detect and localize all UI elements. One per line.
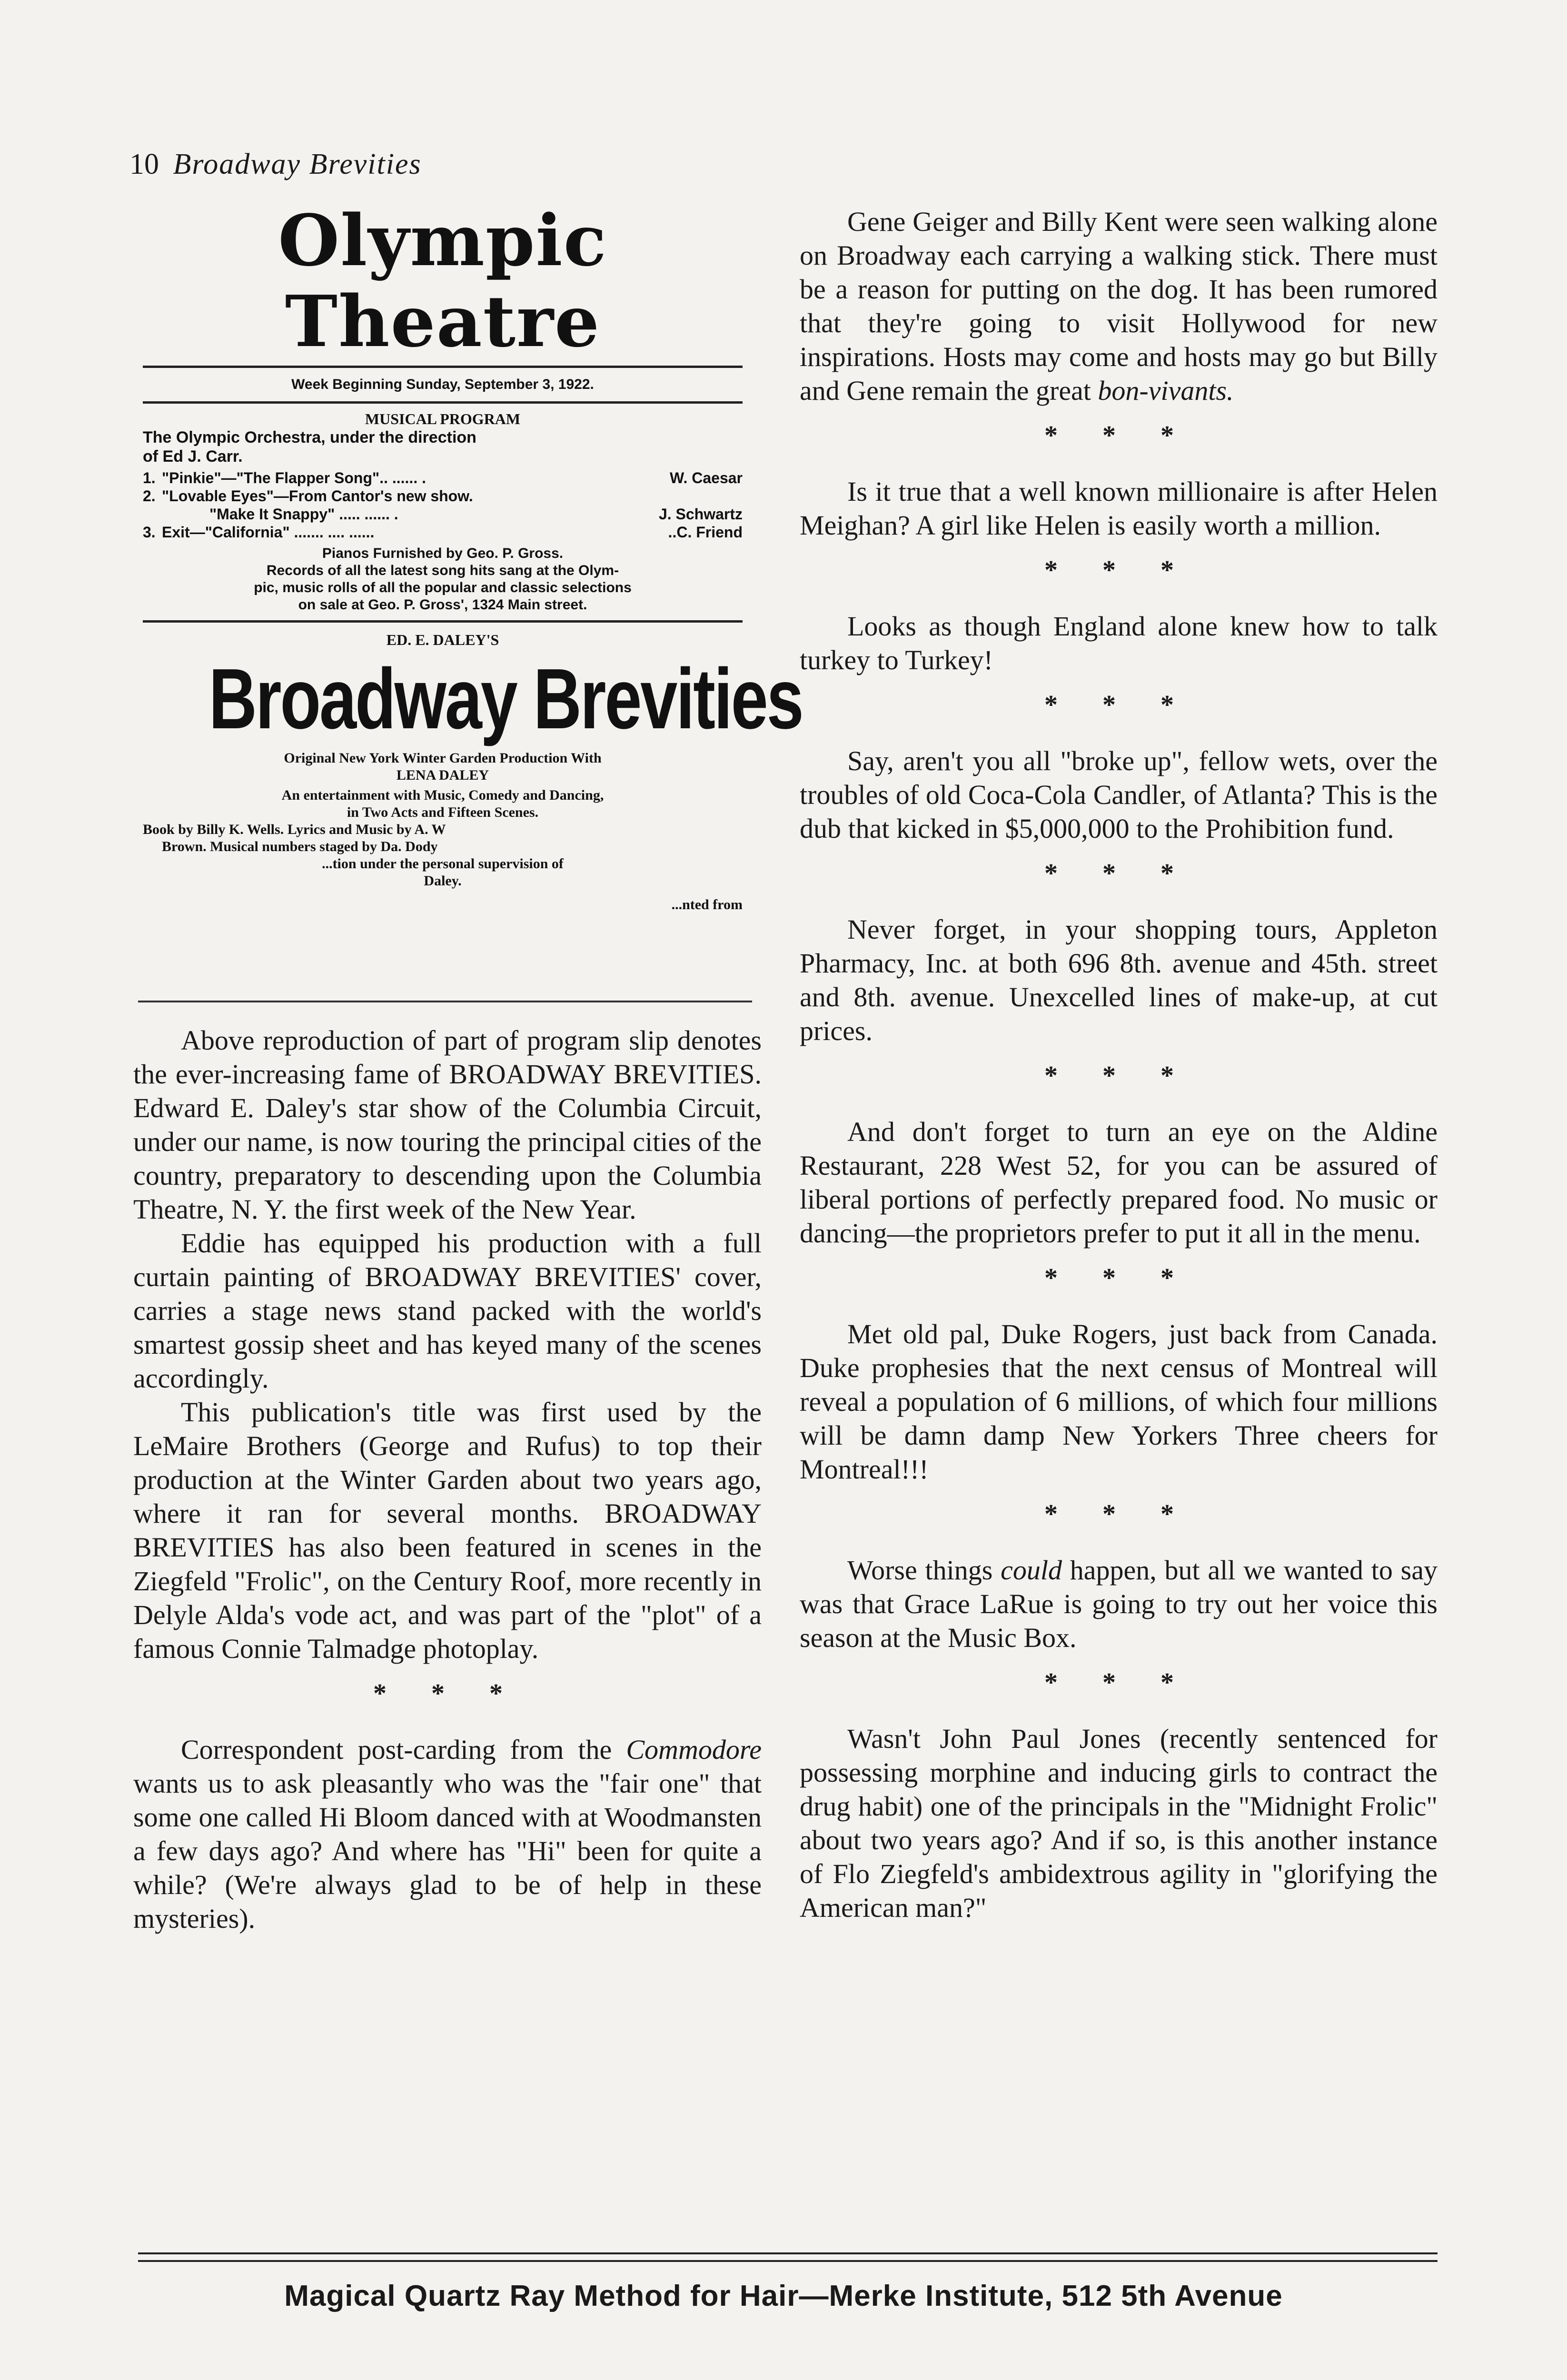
- rule: [143, 401, 743, 404]
- item-composer: W. Caesar: [670, 469, 743, 486]
- paragraph: [133, 1733, 762, 1935]
- paragraph: [800, 1553, 1438, 1655]
- item-number: 3.: [143, 524, 156, 541]
- credit-line: Original New York Winter Garden Production With: [284, 750, 602, 766]
- item-composer: J. Schwartz: [658, 506, 743, 523]
- text-run: Correspondent post-carding from the: [181, 1734, 626, 1765]
- footer-rule: [138, 2252, 1438, 2254]
- program-item: [143, 469, 743, 487]
- footer-ad: Magical Quartz Ray Method for Hair—Merke Institute, 512 5th Avenue: [284, 2280, 1283, 2312]
- text-run: Worse things: [847, 1555, 1001, 1586]
- credit-line: ...nted from: [671, 897, 743, 912]
- paragraph: Never forget, in your shopping tours, Appleton Pharmacy, Inc. at both 696 8th. avenue and 45th. street and 8th. avenue. Unexcelled lines of make-up, at cut prices.: [800, 914, 1438, 1046]
- italic-run: bon-vivants.: [1098, 375, 1234, 406]
- records-line: pic, music rolls of all the popular and classic selections: [254, 580, 632, 595]
- item-title: "Make It Snappy" ..... ...... .: [209, 506, 398, 523]
- paragraph: Met old pal, Duke Rogers, just back from Canada. Duke prophesies that the next census of Montreal will reveal a population of 6 millions, of which four millions will be damn damp New Yorkers Three cheers for Montreal!!!: [800, 1319, 1438, 1485]
- paragraph: Looks as though England alone knew how to talk turkey to Turkey!: [800, 611, 1438, 675]
- separator-stars: * * *: [1044, 555, 1193, 585]
- program-item: [143, 505, 743, 523]
- separator-stars: * * *: [1044, 1263, 1193, 1293]
- page-header: [129, 148, 422, 181]
- item-title: Exit—"California" ....... .... ......: [162, 524, 375, 541]
- item-number: 1.: [143, 469, 156, 486]
- orchestra-line: The Olympic Orchestra, under the direction: [143, 428, 476, 446]
- text-run: happen, but all we wanted to say was that Grace LaRue is going to try out her voice this season at the Music Box.: [800, 1555, 1438, 1653]
- paragraph: Wasn't John Paul Jones (recently sentenced for possessing morphine and inducing girls to contract the drug habit) one of the principals in the "Midnight Frolic" about two years ago? And if so, is this another instance of Flo Ziegfeld's ambidextrous agility in "glorifying the American man?": [800, 1723, 1438, 1923]
- credit-line: Brown. Musical numbers staged by Da. Dody: [162, 839, 438, 854]
- paragraph: Eddie has equipped his production with a full curtain painting of BROADWAY BREVITIES' cover, carries a stage news stand packed with the world's smartest gossip sheet and has keyed many of the scenes accordingly.: [133, 1228, 762, 1394]
- records-line: on sale at Geo. P. Gross', 1324 Main street.: [298, 597, 587, 613]
- credit-line: Book by Billy K. Wells. Lyrics and Music by A. W: [143, 822, 446, 837]
- credit-line: An entertainment with Music, Comedy and Dancing,: [281, 787, 604, 803]
- credit-line: in Two Acts and Fifteen Scenes.: [347, 804, 539, 820]
- credit-line: ...tion under the personal supervision of: [322, 856, 564, 872]
- page-number: 10: [129, 148, 159, 180]
- orchestra-line: of Ed J. Carr.: [143, 447, 243, 466]
- paragraph: [800, 205, 1438, 407]
- footer-rule: [138, 2260, 1438, 2262]
- presenter: ED. E. DALEY'S: [386, 631, 499, 648]
- records-line: Records of all the latest song hits sang at the Olym-: [266, 563, 619, 578]
- show-title: Broadway Brevities: [208, 651, 803, 747]
- text-run: Gene Geiger and Billy Kent were seen walking alone on Broadway each carrying a walking stick. There must be a reason for putting on the dog. It has been rumored that they're going to visit Hollywood for new inspirations. Hosts may come and hosts may go but Billy and Gene remain the great: [800, 206, 1438, 406]
- paragraph: Is it true that a well known millionaire is after Helen Meighan? A girl like Helen is easily worth a million.: [800, 476, 1438, 541]
- star-name: LENA DALEY: [396, 767, 489, 783]
- rule: [143, 366, 743, 368]
- separator-stars: * * *: [1044, 1499, 1193, 1529]
- section-divider: [138, 1001, 752, 1002]
- italic-run: could: [1001, 1555, 1062, 1586]
- program-item: [143, 487, 743, 505]
- item-title: "Pinkie"—"The Flapper Song".. ...... .: [162, 469, 426, 486]
- text-run: wants us to ask pleasantly who was the "fair one" that some one called Hi Bloom danced with at Woodmansten a few days ago? And where has "Hi" been for quite a while? (We're always glad to be of help in these mysteries).: [133, 1768, 762, 1934]
- paragraph: And don't forget to turn an eye on the Aldine Restaurant, 228 West 52, for you can be assured of liberal portions of perfectly prepared food. No music or dancing—the proprietors prefer to put it all in the menu.: [800, 1116, 1438, 1249]
- paragraph: Say, aren't you all "broke up", fellow wets, over the troubles of old Coca-Cola Candler, of Atlanta? This is the dub that kicked in $5,000,000 to the Prohibition fund.: [800, 745, 1438, 844]
- week-line: Week Beginning Sunday, September 3, 1922.: [291, 377, 594, 392]
- separator-stars: * * *: [373, 1679, 522, 1708]
- item-composer: ..C. Friend: [668, 524, 743, 541]
- theatre-name: Olympic Theatre: [278, 199, 607, 363]
- program-items: [143, 469, 743, 541]
- separator-stars: * * *: [1044, 1061, 1193, 1091]
- item-number: 2.: [143, 487, 156, 505]
- paragraph: This publication's title was first used by the LeMaire Brothers (George and Rufus) to top their production at the Winter Garden about two years ago, where it ran for several months. BROADWAY BREVITIES has also been featured in scenes in the Ziegfeld "Frolic", on the Century Roof, more recently in Delyle Alda's vode act, and was part of the "plot" of a famous Connie Talmadge photoplay.: [133, 1397, 762, 1664]
- separator-stars: * * *: [1044, 1668, 1193, 1697]
- pianos-line: Pianos Furnished by Geo. P. Gross.: [322, 545, 564, 561]
- credit-line: Daley.: [424, 873, 462, 889]
- left-column: [133, 1023, 762, 1935]
- rule: [143, 620, 743, 623]
- running-title: Broadway Brevities: [173, 148, 422, 180]
- musical-program-heading: MUSICAL PROGRAM: [365, 410, 521, 427]
- italic-run: Commodore: [626, 1734, 762, 1765]
- right-column: [800, 205, 1438, 1924]
- program-clipping: [143, 199, 803, 913]
- separator-stars: * * *: [1044, 859, 1193, 888]
- separator-stars: * * *: [1044, 421, 1193, 450]
- separator-stars: * * *: [1044, 690, 1193, 720]
- program-item: [143, 523, 743, 541]
- paragraph: Above reproduction of part of program slip denotes the ever-increasing fame of BROADWAY BREVITIES. Edward E. Daley's star show of the Columbia Circuit, under our name, is now touring the principal cities of the country, preparatory to descending upon the Columbia Theatre, N. Y. the first week of the New Year.: [133, 1025, 762, 1225]
- item-title: "Lovable Eyes"—From Cantor's new show.: [162, 487, 473, 505]
